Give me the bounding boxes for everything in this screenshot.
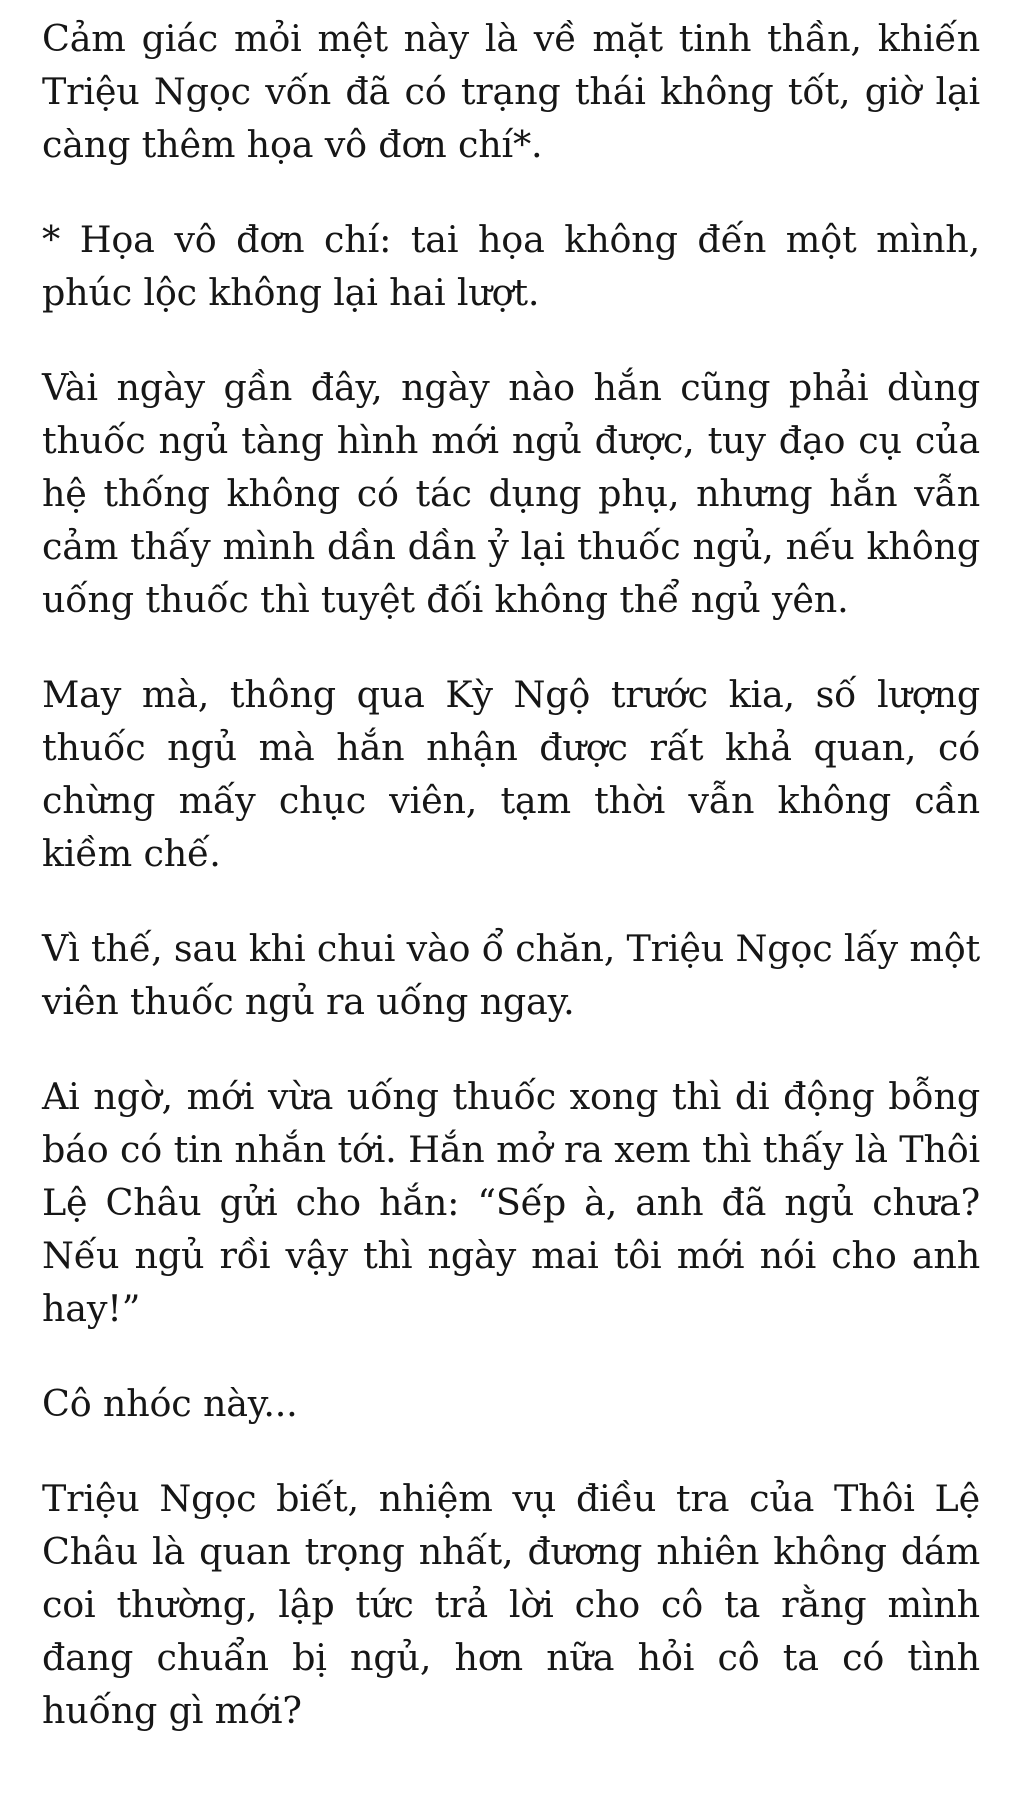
story-paragraph: Vài ngày gần đây, ngày nào hắn cũng phải dùng thuốc ngủ tàng hình mới ngủ được, tuy đạo cụ của hệ thống không có tác dụng phụ, nhưng hắn vẫn cảm thấy mình dần dần ỷ lại thuốc ngủ, nếu không uống thuốc thì tuyệt đối không thể ngủ yên. xyxy=(42,366,980,621)
story-paragraph: Ai ngờ, mới vừa uống thuốc xong thì di động bỗng báo có tin nhắn tới. Hắn mở ra xem thì thấy là Thôi Lệ Châu gửi cho hắn: “Sếp à, anh đã ngủ chưa? Nếu ngủ rồi vậy thì ngày mai tôi mới nói cho anh hay!” xyxy=(42,1075,980,1330)
story-paragraph: Triệu Ngọc biết, nhiệm vụ điều tra của Thôi Lệ Châu là quan trọng nhất, đương nhiên không dám coi thường, lập tức trả lời cho cô ta rằng mình đang chuẩn bị ngủ, hơn nữa hỏi cô ta có tình huống gì mới? xyxy=(42,1477,980,1732)
footnote-paragraph: * Họa vô đơn chí: tai họa không đến một mình, phúc lộc không lại hai lượt. xyxy=(42,218,980,314)
story-paragraph: May mà, thông qua Kỳ Ngộ trước kia, số lượng thuốc ngủ mà hắn nhận được rất khả quan, có chừng mấy chục viên, tạm thời vẫn không cần kiềm chế. xyxy=(42,673,980,875)
story-paragraph: Cô nhóc này... xyxy=(42,1382,298,1425)
reading-page xyxy=(42,12,980,1737)
story-paragraph: Cảm giác mỏi mệt này là về mặt tinh thần, khiến Triệu Ngọc vốn đã có trạng thái không tốt, giờ lại càng thêm họa vô đơn chí*. xyxy=(42,17,980,166)
story-paragraph: Vì thế, sau khi chui vào ổ chăn, Triệu Ngọc lấy một viên thuốc ngủ ra uống ngay. xyxy=(42,927,980,1023)
